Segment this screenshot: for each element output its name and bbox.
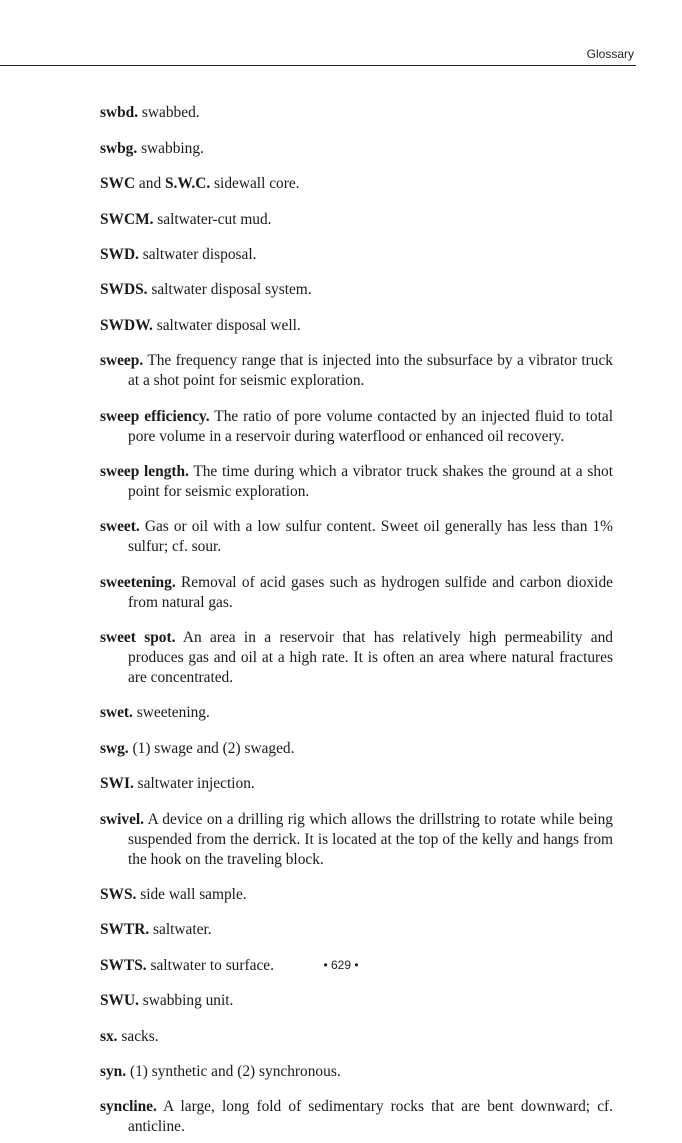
entry-term: SWTS. (100, 956, 147, 974)
glossary-entry (100, 1027, 613, 1047)
glossary-entry (100, 573, 613, 613)
entry-term: SWCM. (100, 210, 154, 228)
entry-definition: saltwater injection. (133, 775, 255, 793)
entry-term: syncline. (100, 1098, 157, 1116)
entry-term: sweet. (100, 518, 140, 536)
entry-definition: Gas or oil with a low sulfur content. Sweet oil generally has less than 1% sulfur; cf. sour. (128, 518, 613, 556)
entry-term: sweep length. (100, 462, 189, 480)
entry-definition: The ratio of pore volume contacted by an injected fluid to total pore volume in a reservoir during waterflood or enhanced oil recovery. (128, 407, 613, 445)
entry-term: SWC (100, 175, 136, 193)
running-head: Glossary (586, 47, 634, 61)
glossary-entry (100, 991, 613, 1011)
glossary-entry (100, 885, 613, 905)
entry-term: SWU. (100, 992, 139, 1010)
entry-term: SWS. (100, 886, 137, 904)
glossary-entry (100, 174, 613, 194)
entry-term: sweep. (100, 352, 144, 370)
entry-definition: swabbed. (138, 104, 200, 122)
entry-definition: saltwater disposal well. (152, 316, 301, 334)
entry-conjunction: and (135, 175, 165, 193)
entry-definition: sweetening. (132, 704, 210, 722)
entry-definition: A large, long fold of sedimentary rocks that are bent downward; cf. anticline. (128, 1098, 613, 1136)
entry-term: swg. (100, 739, 129, 757)
glossary-entry (100, 810, 613, 870)
glossary-entry (100, 920, 613, 940)
glossary-entry (100, 1062, 613, 1082)
glossary-entry (100, 316, 613, 336)
entry-term: SWI. (100, 775, 134, 793)
entry-definition: A device on a drilling rig which allows the drillstring to rotate while being suspended from the derrick. It is located at the top of the kelly and hangs from the hook on the traveling block. (128, 810, 613, 868)
entry-definition: The frequency range that is injected into the subsurface by a vibrator truck at a shot point for seismic exploration. (128, 352, 613, 390)
entry-term: syn. (100, 1062, 127, 1080)
entry-term: SWDW. (100, 316, 153, 334)
entry-term: SWD. (100, 245, 139, 263)
entry-definition: side wall sample. (136, 886, 247, 904)
glossary-entry (100, 774, 613, 794)
entry-definition: An area in a reservoir that has relatively high permeability and produces gas and oil at a high rate. It is often an area where natural fractures are concentrated. (128, 629, 613, 687)
glossary-entry (100, 103, 613, 123)
entry-term: SWTR. (100, 921, 150, 939)
entry-definition: saltwater to surface. (146, 956, 274, 974)
entry-term: SWDS. (100, 281, 148, 299)
entry-term: sweet spot. (100, 629, 176, 647)
glossary-entry (100, 628, 613, 688)
entry-term-alt: S.W.C. (165, 175, 211, 193)
page-number: • 629 • (323, 958, 359, 972)
entry-definition: sidewall core. (210, 175, 300, 193)
glossary-entry (100, 210, 613, 230)
entry-term: swbd. (100, 104, 139, 122)
glossary-entry (100, 245, 613, 265)
entry-definition: saltwater disposal system. (147, 281, 312, 299)
entry-definition: swabbing unit. (138, 992, 234, 1010)
glossary-entry (100, 703, 613, 723)
entry-definition: saltwater disposal. (138, 245, 257, 263)
entry-definition: saltwater. (149, 921, 212, 939)
entry-definition: The time during which a vibrator truck shakes the ground at a shot point for seismic exploration. (128, 462, 613, 500)
entry-definition: (1) synthetic and (2) synchronous. (126, 1062, 341, 1080)
glossary-entry (100, 139, 613, 159)
glossary-entry (100, 1097, 613, 1137)
entry-definition: Removal of acid gases such as hydrogen sulfide and carbon dioxide from natural gas. (128, 573, 613, 611)
glossary-entry (100, 407, 613, 447)
entry-definition: saltwater-cut mud. (153, 210, 272, 228)
glossary-entry (100, 462, 613, 502)
entry-term: swbg. (100, 139, 138, 157)
entry-term: sweetening. (100, 573, 176, 591)
entry-term: swivel. (100, 810, 145, 828)
entry-term: sx. (100, 1027, 118, 1045)
glossary-entries (100, 88, 613, 1143)
entry-definition: sacks. (117, 1027, 159, 1045)
entry-definition: (1) swage and (2) swaged. (128, 739, 295, 757)
glossary-entry (100, 351, 613, 391)
glossary-entry (100, 739, 613, 759)
glossary-entry (100, 280, 613, 300)
entry-term: sweep efficiency. (100, 407, 210, 425)
entry-term: swet. (100, 704, 133, 722)
header-rule (0, 65, 636, 66)
glossary-entry (100, 517, 613, 557)
entry-definition: swabbing. (137, 139, 204, 157)
